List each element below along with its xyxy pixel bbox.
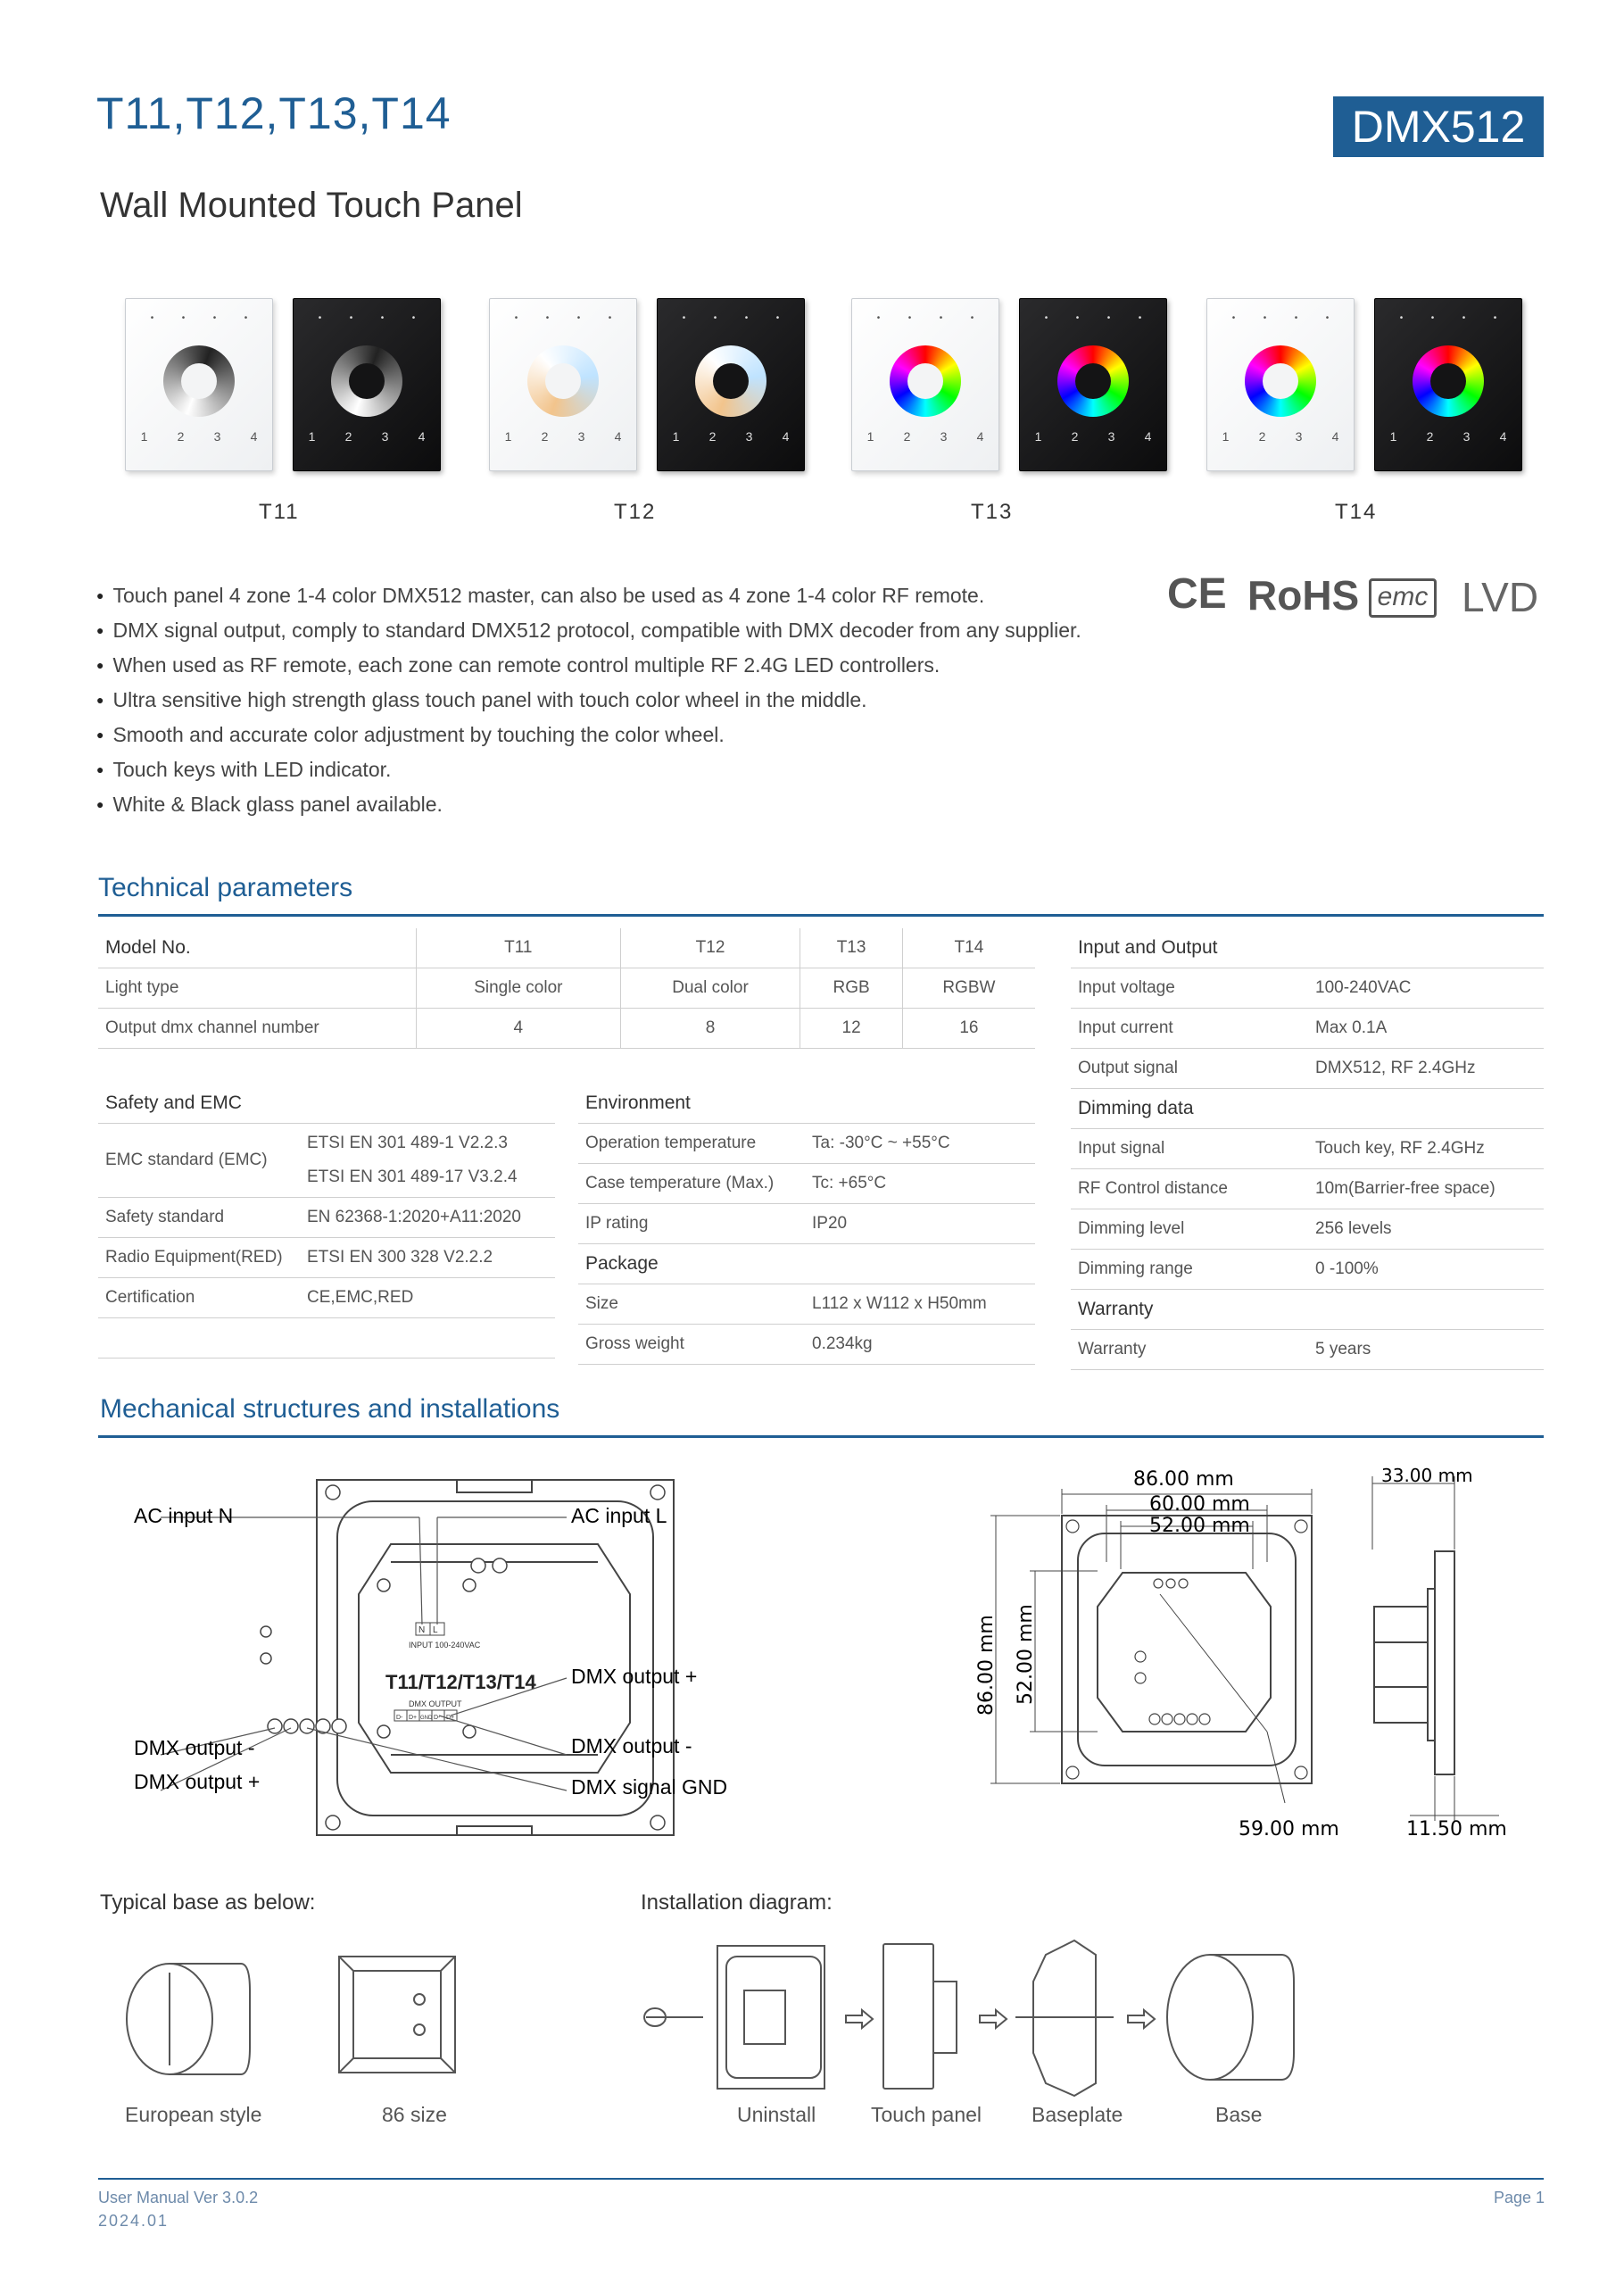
zone-key-label: 3 [213,429,221,444]
zone-indicators: • • • • [1044,313,1142,323]
table-cell: ETSI EN 300 328 V2.2.2 [300,1238,555,1278]
zone-key-label: 2 [708,429,717,444]
zone-keys [1207,429,1354,444]
zone-key-label: 4 [976,429,984,444]
dmx-output-plus-label: DMX output + [134,1770,261,1793]
dimension-drawing [964,1464,1544,1857]
table-cell: CE,EMC,RED [300,1278,555,1318]
install-step-label: Base [1215,2103,1263,2126]
zone-key-label: 2 [541,429,549,444]
table-cell: 0 -100% [1308,1250,1544,1290]
zone-key-label: 1 [504,429,512,444]
wiring-diagram [125,1464,946,1857]
table-row [98,928,1035,968]
table-header-cell: T14 [902,928,1035,968]
table-cell: Input signal [1071,1129,1308,1169]
list-item: ● Ultra sensitive high strength glass touch panel with touch color wheel in the middle. [96,683,1081,718]
zone-keys [490,429,636,444]
product-panel-black [1374,298,1522,471]
zone-key-label: 3 [381,429,389,444]
panel-inner-frame [337,1501,653,1816]
list-item: ● DMX signal output, comply to standard DMX512 protocol, compatible with DMX decoder from any supplier. [96,613,1081,648]
table-header-cell: T12 [620,928,800,968]
output-label: DMX OUTPUT [409,1699,462,1708]
zone-indicators: • • • • [1399,313,1497,323]
dmx-output-minus-label: DMX output - [134,1736,255,1759]
table-cell: 5 years [1308,1330,1544,1370]
terminal-label: D- [434,1715,441,1721]
zone-key-label: 4 [1331,429,1339,444]
safety-table [98,1084,555,1359]
product-panel-black [1019,298,1167,471]
zone-key-label: 4 [1499,429,1507,444]
page-title: T11,T12,T13,T14 [96,88,452,138]
height-52-dim: 52.00 mm [1015,1604,1037,1705]
zone-key-label: 3 [1107,429,1115,444]
table-cell: Operation temperature [578,1124,805,1164]
zone-key-label: 4 [782,429,790,444]
zone-key-label: 2 [344,429,352,444]
table-cell: Safety standard [98,1198,300,1238]
list-item: ● Touch panel 4 zone 1-4 color DMX512 master, can also be used as 4 zone 1-4 color RF remote. [96,578,1081,613]
height-86-dim: 86.00 mm [975,1615,998,1716]
front-view-outline [1062,1516,1312,1783]
terminal-label: N [418,1625,426,1635]
zone-key-label: 1 [1222,429,1230,444]
product-panel-white [489,298,637,471]
zone-key-label: 4 [418,429,426,444]
table-cell: IP20 [805,1204,1035,1244]
table-cell: 0.234kg [805,1325,1035,1365]
table-cell: RGB [800,968,902,1009]
table-cell [300,1124,555,1198]
feature-list [96,578,1081,822]
zone-key-label: 2 [1071,429,1079,444]
table-cell: Ta: -30°C ~ +55°C [805,1124,1035,1164]
zone-key-label: 1 [672,429,680,444]
zone-key-label: 1 [1034,429,1042,444]
table-section-header: Safety and EMC [98,1084,555,1124]
zone-key-label: 2 [1426,429,1434,444]
wheel-center [1430,363,1466,399]
footer-divider [98,2178,1544,2180]
base-illustrations [116,1937,491,2106]
table-row [98,968,1035,1009]
footer-date: 2024.01 [98,2212,170,2230]
table-cell: 10m(Barrier-free space) [1308,1169,1544,1209]
table-cell: RF Control distance [1071,1169,1308,1209]
table-cell: Touch key, RF 2.4GHz [1308,1129,1544,1169]
footer-version: User Manual Ver 3.0.2 [98,2189,259,2206]
zone-key-label: 3 [745,429,753,444]
list-item: ● White & Black glass panel available. [96,787,1081,822]
zone-key-label: 4 [614,429,622,444]
emc-value: ETSI EN 301 489-1 V2.2.3 [307,1134,508,1152]
table-cell: 100-240VAC [1308,968,1544,1009]
product-label: T14 [1335,500,1378,524]
zone-key-label: 1 [1389,429,1397,444]
zone-key-label: 3 [1462,429,1471,444]
list-item: ● When used as RF remote, each zone can remote control multiple RF 2.4G LED controllers. [96,648,1081,683]
protocol-badge: DMX512 [1333,96,1544,157]
width-86-dim: 86.00 mm [1133,1468,1234,1491]
product-label: T12 [614,500,657,524]
table-header-cell: T13 [800,928,902,968]
typical-base-title: Typical base as below: [100,1890,316,1915]
table-cell: Input voltage [1071,968,1308,1009]
mech-section-title: Mechanical structures and installations [100,1394,560,1424]
table-cell: DMX512, RF 2.4GHz [1308,1049,1544,1089]
table-cell: Warranty [1071,1330,1308,1370]
zone-indicators: • • • • [514,313,612,323]
table-cell [98,1318,555,1359]
terminal-label: D- [396,1715,403,1721]
terminal-label: GND [420,1716,433,1721]
environment-table [578,1084,1035,1365]
table-cell: IP rating [578,1204,805,1244]
installation-illustration [641,1928,1319,2106]
product-panel-black [657,298,805,471]
product-label: T11 [259,500,300,524]
table-cell: RGBW [902,968,1035,1009]
zone-key-label: 2 [1258,429,1266,444]
product-label: T13 [971,500,1014,524]
table-cell: Dimming range [1071,1250,1308,1290]
page-subtitle: Wall Mounted Touch Panel [100,186,523,225]
table-cell: Tc: +65°C [805,1164,1035,1204]
zone-keys [1375,429,1521,444]
table-cell: Light type [98,968,417,1009]
diagonal-59-dim: 59.00 mm [1239,1818,1339,1840]
list-item: ● Smooth and accurate color adjustment by touching the color wheel. [96,718,1081,752]
zone-indicators: • • • • [318,313,416,323]
zone-keys [658,429,804,444]
table-cell: Max 0.1A [1308,1009,1544,1049]
table-cell: Case temperature (Max.) [578,1164,805,1204]
table-cell: 12 [800,1009,902,1049]
io-table [1071,928,1544,1370]
zone-key-label: 1 [866,429,874,444]
wheel-center [907,363,943,399]
table-cell: Dimming level [1071,1209,1308,1250]
table-cell: Size [578,1284,805,1325]
list-item: ● Touch keys with LED indicator. [96,752,1081,787]
section-divider [98,1435,1544,1438]
zone-indicators: • • • • [1231,313,1330,323]
ce-mark: CE [1167,570,1227,618]
input-rating-label: INPUT 100-240VAC [409,1641,481,1649]
table-cell: Dual color [620,968,800,1009]
product-panel-black [293,298,441,471]
table-section-header: Environment [578,1084,1035,1124]
zone-keys [126,429,272,444]
table-cell: Certification [98,1278,300,1318]
depth-11-dim: 11.50 mm [1406,1818,1507,1840]
zone-key-label: 3 [1295,429,1303,444]
product-panel-white [851,298,999,471]
model-label: T11/T12/T13/T14 [385,1671,536,1693]
table-cell: Output signal [1071,1049,1308,1089]
zone-indicators: • • • • [682,313,780,323]
zone-key-label: 1 [308,429,316,444]
zone-key-label: 4 [1144,429,1152,444]
table-cell: EN 62368-1:2020+A11:2020 [300,1198,555,1238]
install-step-label: Uninstall [737,2103,816,2126]
terminal-label: D+ [409,1715,418,1721]
table-header-cell: T11 [417,928,621,968]
emc-value: ETSI EN 301 489-17 V3.2.4 [307,1167,518,1186]
side-view-outline [1435,1551,1454,1774]
installation-title: Installation diagram: [641,1890,833,1915]
emc-mark: emc [1369,578,1437,618]
table-cell: 8 [620,1009,800,1049]
table-cell: Radio Equipment(RED) [98,1238,300,1278]
product-panel-white [1206,298,1355,471]
base-label-european: European style [125,2103,262,2126]
table-cell: Single color [417,968,621,1009]
zone-key-label: 1 [140,429,148,444]
zone-indicators: • • • • [876,313,974,323]
wheel-center [181,363,217,399]
table-section-header: Dimming data [1071,1089,1544,1129]
zone-key-label: 2 [177,429,185,444]
terminal-label: D+ [446,1715,455,1721]
wheel-center [545,363,581,399]
zone-key-label: 2 [903,429,911,444]
dmx-output-plus-label: DMX output + [571,1665,698,1688]
zone-keys [1020,429,1166,444]
base-label-86: 86 size [382,2103,447,2126]
lvd-mark: LVD [1462,574,1539,620]
section-divider [98,914,1544,917]
ac-input-l-label: AC input L [571,1504,667,1527]
ac-input-n-label: AC input N [134,1504,234,1527]
install-step-label: Touch panel [871,2103,982,2126]
table-cell: L112 x W112 x H50mm [805,1284,1035,1325]
dmx-output-minus-label: DMX output - [571,1734,692,1757]
width-60-dim: 60.00 mm [1149,1493,1250,1516]
zone-indicators: • • • • [150,313,248,323]
table-row [98,1009,1035,1049]
table-cell: 4 [417,1009,621,1049]
table-cell: 256 levels [1308,1209,1544,1250]
table-cell: Output dmx channel number [98,1009,417,1049]
model-table [98,928,1035,1049]
install-step-label: Baseplate [1032,2103,1123,2126]
wheel-center [1075,363,1111,399]
table-cell: Gross weight [578,1325,805,1365]
table-header-cell: Model No. [98,928,417,968]
zone-keys [294,429,440,444]
width-52-dim: 52.00 mm [1149,1515,1250,1537]
table-cell: Input current [1071,1009,1308,1049]
zone-key-label: 4 [250,429,258,444]
zone-key-label: 3 [577,429,585,444]
footer-page: Page 1 [1494,2189,1545,2206]
terminal-label: L [433,1625,438,1635]
table-section-header: Input and Output [1071,928,1544,968]
table-section-header: Package [578,1244,1035,1284]
zone-keys [852,429,998,444]
product-panel-white [125,298,273,471]
table-section-header: Warranty [1071,1290,1544,1330]
wheel-center [349,363,385,399]
table-cell: EMC standard (EMC) [98,1124,300,1198]
tech-section-title: Technical parameters [98,873,353,902]
wheel-center [713,363,749,399]
depth-33-dim: 33.00 mm [1381,1465,1473,1486]
rohs-mark: RoHS [1247,572,1360,619]
table-cell: 16 [902,1009,1035,1049]
dmx-gnd-label: DMX signal GND [571,1775,728,1799]
zone-key-label: 3 [940,429,948,444]
wheel-center [1263,363,1298,399]
